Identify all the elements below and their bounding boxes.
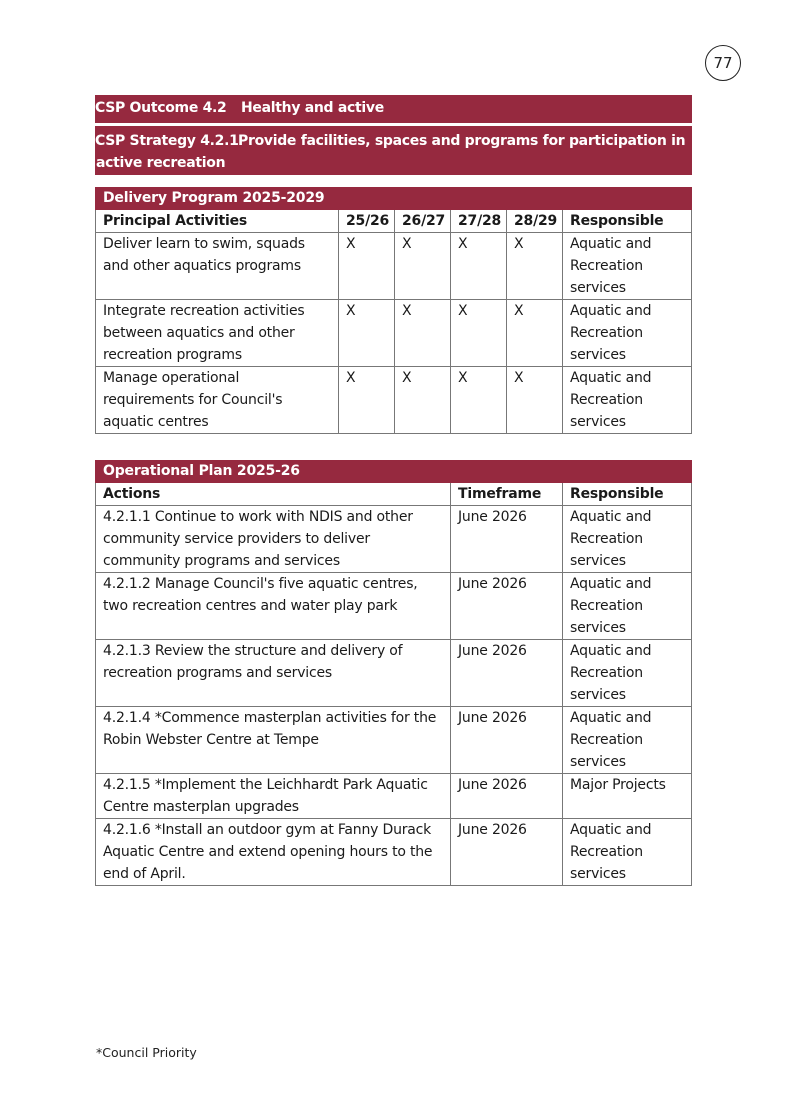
column-header: 25/26 xyxy=(339,210,395,233)
csp-strategy-title-cont: active recreation xyxy=(96,155,226,171)
year-cell: X xyxy=(507,300,563,367)
activity-cell: Manage operational requirements for Council's aquatic centres xyxy=(96,367,339,434)
operational-plan-table xyxy=(95,460,692,886)
table-row xyxy=(96,506,692,573)
action-cell: 4.2.1.6 *Install an outdoor gym at Fanny Durack Aquatic Centre and extend opening hours to the end of April. xyxy=(96,819,451,886)
action-cell: 4.2.1.2 Manage Council's five aquatic centres, two recreation centres and water play park xyxy=(96,573,451,640)
responsible-cell: Aquatic and Recreation services xyxy=(563,367,692,434)
column-header: 28/29 xyxy=(507,210,563,233)
year-cell: X xyxy=(507,367,563,434)
responsible-cell: Aquatic and Recreation services xyxy=(563,233,692,300)
column-header: Responsible xyxy=(563,483,692,506)
year-cell: X xyxy=(395,300,451,367)
table-row xyxy=(96,367,692,434)
year-cell: X xyxy=(339,367,395,434)
responsible-cell: Aquatic and Recreation services xyxy=(563,300,692,367)
csp-outcome-bar xyxy=(95,95,692,123)
delivery-program-table xyxy=(95,187,692,434)
operational-plan-banner: Operational Plan 2025-26 xyxy=(96,461,692,483)
column-header: Actions xyxy=(96,483,451,506)
responsible-cell: Aquatic and Recreation services xyxy=(563,573,692,640)
timeframe-cell: June 2026 xyxy=(451,707,563,774)
year-cell: X xyxy=(339,300,395,367)
csp-outcome-label: CSP Outcome 4.2 xyxy=(95,100,227,116)
activity-cell: Integrate recreation activities between aquatics and other recreation programs xyxy=(96,300,339,367)
year-cell: X xyxy=(451,367,507,434)
column-header: Principal Activities xyxy=(96,210,339,233)
csp-outcome-title: Healthy and active xyxy=(241,100,384,116)
timeframe-cell: June 2026 xyxy=(451,506,563,573)
table-row xyxy=(96,819,692,886)
action-cell: 4.2.1.1 Continue to work with NDIS and other community service providers to deliver community programs and services xyxy=(96,506,451,573)
timeframe-cell: June 2026 xyxy=(451,774,563,819)
table-row xyxy=(96,573,692,640)
year-cell: X xyxy=(395,367,451,434)
csp-strategy-label: CSP Strategy 4.2.1 xyxy=(95,133,239,149)
responsible-cell: Aquatic and Recreation services xyxy=(563,819,692,886)
year-cell: X xyxy=(451,233,507,300)
footnote: *Council Priority xyxy=(96,1045,197,1060)
delivery-program-banner: Delivery Program 2025-2029 xyxy=(96,188,692,210)
action-cell: 4.2.1.3 Review the structure and delivery of recreation programs and services xyxy=(96,640,451,707)
year-cell: X xyxy=(339,233,395,300)
year-cell: X xyxy=(395,233,451,300)
activity-cell: Deliver learn to swim, squads and other aquatics programs xyxy=(96,233,339,300)
timeframe-cell: June 2026 xyxy=(451,573,563,640)
timeframe-cell: June 2026 xyxy=(451,640,563,707)
action-cell: 4.2.1.5 *Implement the Leichhardt Park Aquatic Centre masterplan upgrades xyxy=(96,774,451,819)
table-row xyxy=(96,640,692,707)
year-cell: X xyxy=(451,300,507,367)
table-row xyxy=(96,233,692,300)
responsible-cell: Aquatic and Recreation services xyxy=(563,506,692,573)
table-row xyxy=(96,774,692,819)
column-header: Timeframe xyxy=(451,483,563,506)
table-row xyxy=(96,707,692,774)
responsible-cell: Aquatic and Recreation services xyxy=(563,640,692,707)
year-cell: X xyxy=(507,233,563,300)
timeframe-cell: June 2026 xyxy=(451,819,563,886)
column-header: Responsible xyxy=(563,210,692,233)
column-header: 26/27 xyxy=(395,210,451,233)
csp-strategy-title: Provide facilities, spaces and programs for participation in xyxy=(238,133,686,149)
csp-strategy-bar xyxy=(95,126,692,175)
action-cell: 4.2.1.4 *Commence masterplan activities for the Robin Webster Centre at Tempe xyxy=(96,707,451,774)
column-header: 27/28 xyxy=(451,210,507,233)
responsible-cell: Aquatic and Recreation services xyxy=(563,707,692,774)
page-number: 77 xyxy=(705,45,741,81)
responsible-cell: Major Projects xyxy=(563,774,692,819)
table-row xyxy=(96,300,692,367)
